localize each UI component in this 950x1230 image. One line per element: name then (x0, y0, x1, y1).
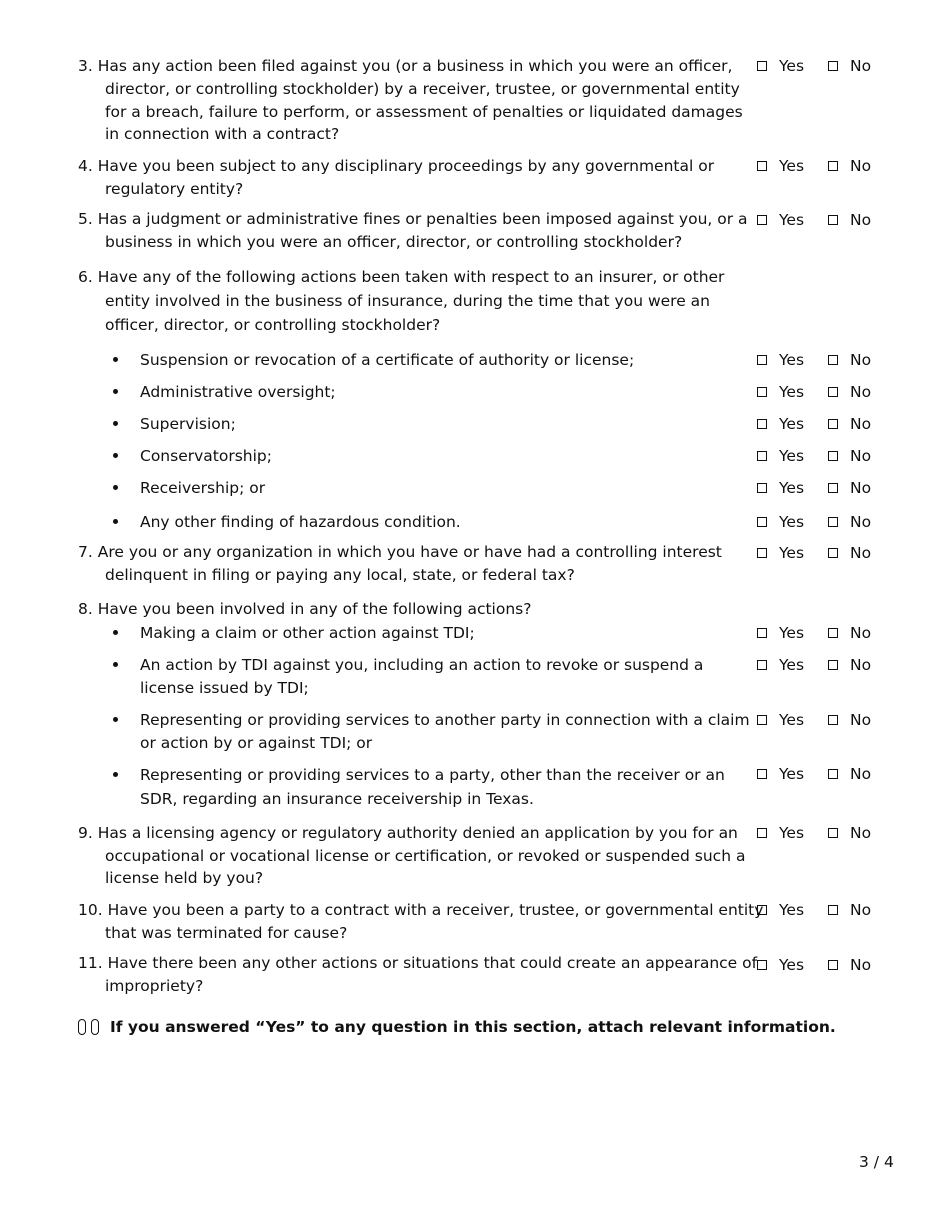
q6-item-3-answer (757, 414, 871, 434)
no-label: No (850, 211, 872, 229)
q11-no-option[interactable] (828, 956, 871, 974)
q6-text-line-3: officer, director, or controlling stockholder? (105, 316, 441, 334)
q6-item-2: Administrative oversight; (140, 383, 336, 401)
q6-item-6: Any other finding of hazardous condition. (140, 513, 461, 531)
no-label: No (850, 513, 872, 531)
checkbox-icon[interactable] (828, 451, 838, 461)
q6-item-3: Supervision; (140, 415, 236, 433)
yes-label: Yes (779, 624, 805, 642)
yes-label: Yes (779, 711, 805, 729)
q5-answer (757, 210, 871, 230)
q6-item-5: Receivership; or (140, 479, 266, 497)
q3-yes-option[interactable] (757, 57, 804, 75)
checkbox-icon[interactable] (828, 715, 838, 725)
q6-item-5-answer (757, 478, 871, 498)
q6-item-6-no-option[interactable] (828, 513, 871, 531)
q8-item-4-yes-option[interactable] (757, 765, 804, 783)
q8-item-4-answer (757, 764, 871, 784)
checkbox-icon[interactable] (757, 161, 767, 171)
q7-text-line-1: 7. Are you or any organization in which you have or have had a controlling interest (78, 543, 722, 561)
q4-no-option[interactable] (828, 157, 871, 175)
checkbox-icon[interactable] (757, 483, 767, 493)
no-label: No (850, 157, 872, 175)
checkbox-icon[interactable] (828, 905, 838, 915)
q9-text-line-2: occupational or vocational license or certification, or revoked or suspended such a (105, 847, 746, 865)
q10-no-option[interactable] (828, 901, 871, 919)
yes-label: Yes (779, 57, 805, 75)
no-label: No (850, 383, 872, 401)
q10-yes-option[interactable] (757, 901, 804, 919)
yes-label: Yes (779, 765, 805, 783)
checkbox-icon[interactable] (757, 517, 767, 527)
checkbox-icon[interactable] (757, 769, 767, 779)
q6-text-line-2: entity involved in the business of insurance, during the time that you were an (105, 292, 710, 310)
yes-label: Yes (779, 656, 805, 674)
checkbox-icon[interactable] (828, 517, 838, 527)
no-label: No (850, 57, 872, 75)
bullet-icon (113, 772, 118, 777)
no-label: No (850, 956, 872, 974)
checkbox-icon[interactable] (828, 61, 838, 71)
checkbox-icon[interactable] (828, 355, 838, 365)
checkbox-icon[interactable] (828, 419, 838, 429)
q11-text-line-2: impropriety? (105, 977, 204, 995)
q8-item-2-line-2: license issued by TDI; (140, 679, 309, 697)
q8-item-3-line-1: Representing or providing services to another party in connection with a claim (140, 711, 750, 729)
q8-item-3-line-2: or action by or against TDI; or (140, 734, 373, 752)
yes-label: Yes (779, 513, 805, 531)
q7-text-line-2: delinquent in filing or paying any local, state, or federal tax? (105, 566, 575, 584)
checkbox-icon[interactable] (757, 548, 767, 558)
q8-item-4-line-2: SDR, regarding an insurance receivership in Texas. (140, 790, 534, 808)
q8-item-1-yes-option[interactable] (757, 624, 804, 642)
q5-text-line-2: business in which you were an officer, director, or controlling stockholder? (105, 233, 683, 251)
q6-item-2-yes-option[interactable] (757, 383, 804, 401)
q6-text-line-1: 6. Have any of the following actions been taken with respect to an insurer, or other (78, 268, 725, 286)
q7-yes-option[interactable] (757, 544, 804, 562)
no-label: No (850, 447, 872, 465)
no-label: No (850, 901, 872, 919)
q3-text-line-1: 3. Has any action been filed against you (or a business in which you were an officer, (78, 57, 733, 75)
bullet-icon (113, 357, 118, 362)
q9-no-option[interactable] (828, 824, 871, 842)
checkbox-icon[interactable] (828, 215, 838, 225)
q4-answer (757, 156, 871, 176)
q5-yes-option[interactable] (757, 211, 804, 229)
no-label: No (850, 765, 872, 783)
bullet-icon (113, 662, 118, 667)
q6-item-4: Conservatorship; (140, 447, 272, 465)
q8-item-2-yes-option[interactable] (757, 656, 804, 674)
bullet-icon (113, 421, 118, 426)
q6-item-4-answer (757, 446, 871, 466)
yes-label: Yes (779, 479, 805, 497)
no-label: No (850, 656, 872, 674)
q9-text-line-3: license held by you? (105, 869, 264, 887)
q6-item-1-yes-option[interactable] (757, 351, 804, 369)
q8-item-4-line-1: Representing or providing services to a party, other than the receiver or an (140, 766, 725, 784)
no-label: No (850, 711, 872, 729)
checkbox-icon[interactable] (757, 451, 767, 461)
paperclip-icon (78, 1019, 104, 1035)
no-label: No (850, 624, 872, 642)
q6-item-4-yes-option[interactable] (757, 447, 804, 465)
yes-label: Yes (779, 157, 805, 175)
q8-item-2-line-1: An action by TDI against you, including an action to revoke or suspend a (140, 656, 704, 674)
checkbox-icon[interactable] (828, 161, 838, 171)
q5-no-option[interactable] (828, 211, 871, 229)
checkbox-icon[interactable] (757, 215, 767, 225)
checkbox-icon[interactable] (828, 548, 838, 558)
q6-item-5-no-option[interactable] (828, 479, 871, 497)
q8-item-3-answer (757, 710, 871, 730)
q6-item-2-no-option[interactable] (828, 383, 871, 401)
q3-no-option[interactable] (828, 57, 871, 75)
no-label: No (850, 824, 872, 842)
q10-answer (757, 900, 871, 920)
checkbox-icon[interactable] (757, 660, 767, 670)
q8-item-1-no-option[interactable] (828, 624, 871, 642)
checkbox-icon[interactable] (828, 769, 838, 779)
attachment-note-text: If you answered “Yes” to any question in this section, attach relevant information. (110, 1018, 836, 1036)
checkbox-icon[interactable] (757, 419, 767, 429)
checkbox-icon[interactable] (757, 628, 767, 638)
q9-yes-option[interactable] (757, 824, 804, 842)
q3-answer (757, 56, 871, 76)
yes-label: Yes (779, 415, 805, 433)
q7-answer (757, 543, 871, 563)
checkbox-icon[interactable] (757, 61, 767, 71)
checkbox-icon[interactable] (828, 387, 838, 397)
q8-item-2-answer (757, 655, 871, 675)
yes-label: Yes (779, 447, 805, 465)
bullet-icon (113, 453, 118, 458)
q7-no-option[interactable] (828, 544, 871, 562)
q10-text-line-1: 10. Have you been a party to a contract with a receiver, trustee, or governmental entity (78, 901, 764, 919)
bullet-icon (113, 630, 118, 635)
q8-text-line-1: 8. Have you been involved in any of the following actions? (78, 600, 532, 618)
checkbox-icon[interactable] (828, 483, 838, 493)
no-label: No (850, 544, 872, 562)
q8-item-3-yes-option[interactable] (757, 711, 804, 729)
yes-label: Yes (779, 351, 805, 369)
checkbox-icon[interactable] (828, 660, 838, 670)
bullet-icon (113, 485, 118, 490)
yes-label: Yes (779, 383, 805, 401)
bullet-icon (113, 519, 118, 524)
q4-text-line-2: regulatory entity? (105, 180, 244, 198)
checkbox-icon[interactable] (828, 628, 838, 638)
q9-answer (757, 823, 871, 843)
q3-text-line-3: for a breach, failure to perform, or assessment of penalties or liquidated damages (105, 103, 743, 121)
checkbox-icon[interactable] (828, 960, 838, 970)
yes-label: Yes (779, 824, 805, 842)
yes-label: Yes (779, 544, 805, 562)
q9-text-line-1: 9. Has a licensing agency or regulatory authority denied an application by you for an (78, 824, 738, 842)
q4-text-line-1: 4. Have you been subject to any disciplinary proceedings by any governmental or (78, 157, 715, 175)
q6-item-6-yes-option[interactable] (757, 513, 804, 531)
q11-text-line-1: 11. Have there been any other actions or situations that could create an appearance of (78, 954, 758, 972)
q8-item-1-line-1: Making a claim or other action against TDI; (140, 624, 475, 642)
yes-label: Yes (779, 901, 805, 919)
q6-item-1-answer (757, 350, 871, 370)
q8-item-4-no-option[interactable] (828, 765, 871, 783)
yes-label: Yes (779, 211, 805, 229)
q6-item-3-no-option[interactable] (828, 415, 871, 433)
no-label: No (850, 351, 872, 369)
q4-yes-option[interactable] (757, 157, 804, 175)
q8-item-3-no-option[interactable] (828, 711, 871, 729)
q6-item-1: Suspension or revocation of a certificate of authority or license; (140, 351, 635, 369)
checkbox-icon[interactable] (757, 355, 767, 365)
q11-yes-option[interactable] (757, 956, 804, 974)
q5-text-line-1: 5. Has a judgment or administrative fines or penalties been imposed against you, or a (78, 210, 748, 228)
q6-item-1-no-option[interactable] (828, 351, 871, 369)
q6-item-2-answer (757, 382, 871, 402)
q6-item-6-answer (757, 512, 871, 532)
q6-item-3-yes-option[interactable] (757, 415, 804, 433)
q3-text-line-2: director, or controlling stockholder) by a receiver, trustee, or governmental entity (105, 80, 740, 98)
q6-item-4-no-option[interactable] (828, 447, 871, 465)
checkbox-icon[interactable] (757, 960, 767, 970)
attachment-note (78, 1018, 836, 1036)
bullet-icon (113, 717, 118, 722)
yes-label: Yes (779, 956, 805, 974)
checkbox-icon[interactable] (828, 828, 838, 838)
bullet-icon (113, 389, 118, 394)
checkbox-icon[interactable] (757, 905, 767, 915)
page-number: 3 / 4 (859, 1153, 894, 1171)
no-label: No (850, 415, 872, 433)
checkbox-icon[interactable] (757, 715, 767, 725)
q10-text-line-2: that was terminated for cause? (105, 924, 348, 942)
checkbox-icon[interactable] (757, 387, 767, 397)
checkbox-icon[interactable] (757, 828, 767, 838)
q11-answer (757, 955, 871, 975)
q6-item-5-yes-option[interactable] (757, 479, 804, 497)
q8-item-1-answer (757, 623, 871, 643)
no-label: No (850, 479, 872, 497)
q3-text-line-4: in connection with a contract? (105, 125, 340, 143)
q8-item-2-no-option[interactable] (828, 656, 871, 674)
